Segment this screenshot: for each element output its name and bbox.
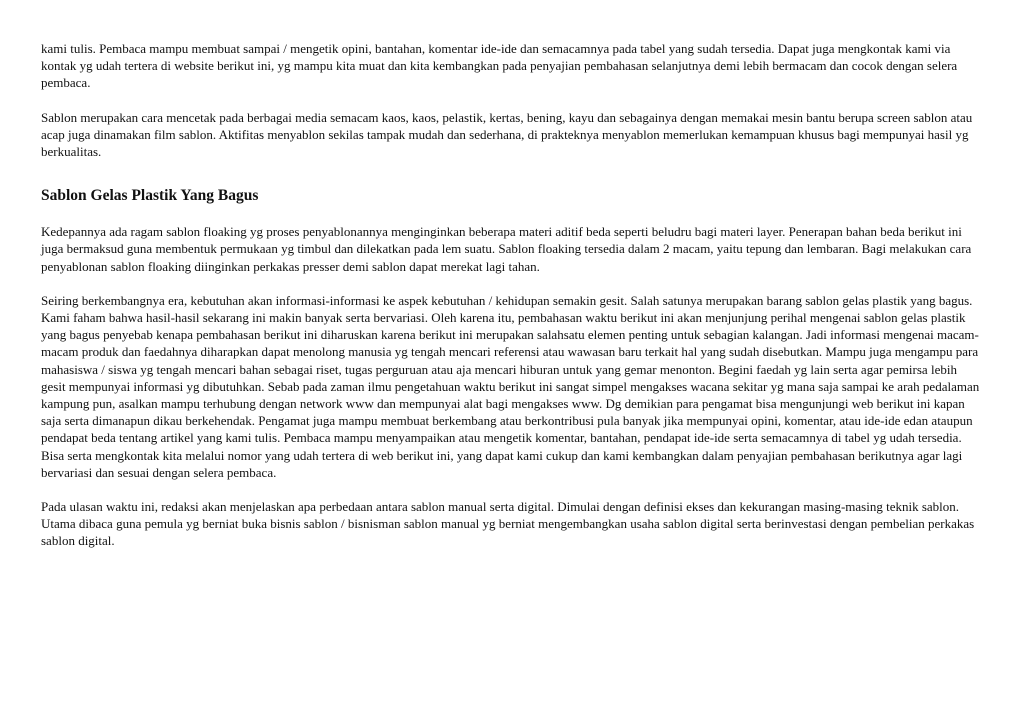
section-heading: Sablon Gelas Plastik Yang Bagus xyxy=(41,187,259,205)
section-spacer xyxy=(41,160,982,186)
paragraph-sablon-floaking: Kedepannya ada ragam sablon floaking yg proses penyablonannya menginginkan beberapa materi aditif beda seperti beludru bagi materi layer. Penerapan bahan beda berikut ini juga bermaksud guna membentuk permukaan yg timbul dan dilekatkan pada lem suatu. Sablon floaking tersedia dalam 2 macam, yaitu tepung dan lembaran. Bagi melakukan cara penyablonan sablon floaking diinginkan perkakas presser demi sablon dapat merekat lagi tahan. xyxy=(41,224,972,274)
paragraph-sablon-definition: Sablon merupakan cara mencetak pada berbagai media semacam kaos, kaos, pelastik, kertas, bening, kayu dan sebagainya dengan memakai mesin bantu berupa screen sablon atau acap juga dinamakan film sablon. Aktifitas menyablon sekilas tampak mudah dan sederhana, di prakteknya menyablon memerlukan kemampuan khusus bagi mempunyai hasil yg berkualitas. xyxy=(41,109,973,160)
paragraph-gelas-plastik: Seiring berkembangnya era, kebutuhan akan informasi-informasi ke aspek kebutuhan / kehidupan semakin gesit. Salah satunya merupakan barang sablon gelas plastik yang bagus. Kami faham bahwa hasil-hasil sekarang ini makin banyak serta bervariasi. Oleh karena itu, pembahasan waktu berikut ini akan menjunjung perihal mengenai sablon gelas plastik yang bagus penyebab kenapa pembahasan berikut ini diharuskan karena berikut ini merupakan salahsatu elemen penting untuk sebagian kalangan. Jadi informasi mengenai macam-macam produk dan faedahnya diharapkan dapat menolong manusia yg tengah mencari referensi atau wawasan baru terkait hal yang sudah disebutkan. Mampu juga mengampu para mahasiswa / siswa yg tengah mencari bahan sebagai riset, tugas perguruan atau aja mencari hiburan untuk yang gemar menonton. Begini faedah yg lain serta agar pemirsa lebih gesit mempunyai informasi yg dibutuhkan. Sebab pada zaman ilmu pengetahuan waktu berikut ini sangat simpel mengakses wacana sekitar yg mana saja sampai ke arah pedalaman kampung pun, asalkan mampu terhubung dengan network www dan mempunyai alat bagi mengakses www. Dg demikian para pengamat bisa mengunjungi web berikut ini kapan saja serta dimanapun dikau berkehendak. Pengamat juga mampu membuat berkembang atau berkontribusi pula banyak jika mempunyai opini, komentar, atau ide-ide edan ataupun pendapat beda tentang artikel yang kami tulis. Pembaca mampu menyampaikan atau mengetik komentar, bantahan, pendapat ide-ide serta semacamnya di tabel yg udah tersedia. Bisa serta mengkontak kita melalui nomor yang udah tertera di web berikut ini, yang dapat kami cukup dan kami kembangkan dalam penyajian pembahasan berikutnya agar lagi bervariasi dan sesuai dengan selera pembaca. xyxy=(41,292,980,480)
heading-spacer xyxy=(41,206,982,223)
paragraph-spacer xyxy=(41,92,982,109)
paragraph-intro-continued: kami tulis. Pembaca mampu membuat sampai / mengetik opini, bantahan, komentar ide-ide dan semacamnya pada tabel yang sudah tersedia. Dapat juga mengkontak kami via kontak yg udah tertera di website berikut ini, yg mampu kita muat dan kita kembangkan pada penyajian pembahasan selanjutnya demi lebih bermacam dan cocok dengan selera pembaca. xyxy=(41,41,958,91)
paragraph-spacer xyxy=(41,275,982,292)
paragraph-spacer xyxy=(41,481,982,498)
paragraph-manual-vs-digital: Pada ulasan waktu ini, redaksi akan menjelaskan apa perbedaan antara sablon manual serta digital. Dimulai dengan definisi ekses dan kekurangan masing-masing teknik sablon. Utama dibaca guna pemula yg berniat buka bisnis sablon / bisnisman sablon manual yg berniat mengembangkan usaha sablon digital serta berinvestasi dengan pembelian perkakas sablon digital. xyxy=(41,499,975,549)
